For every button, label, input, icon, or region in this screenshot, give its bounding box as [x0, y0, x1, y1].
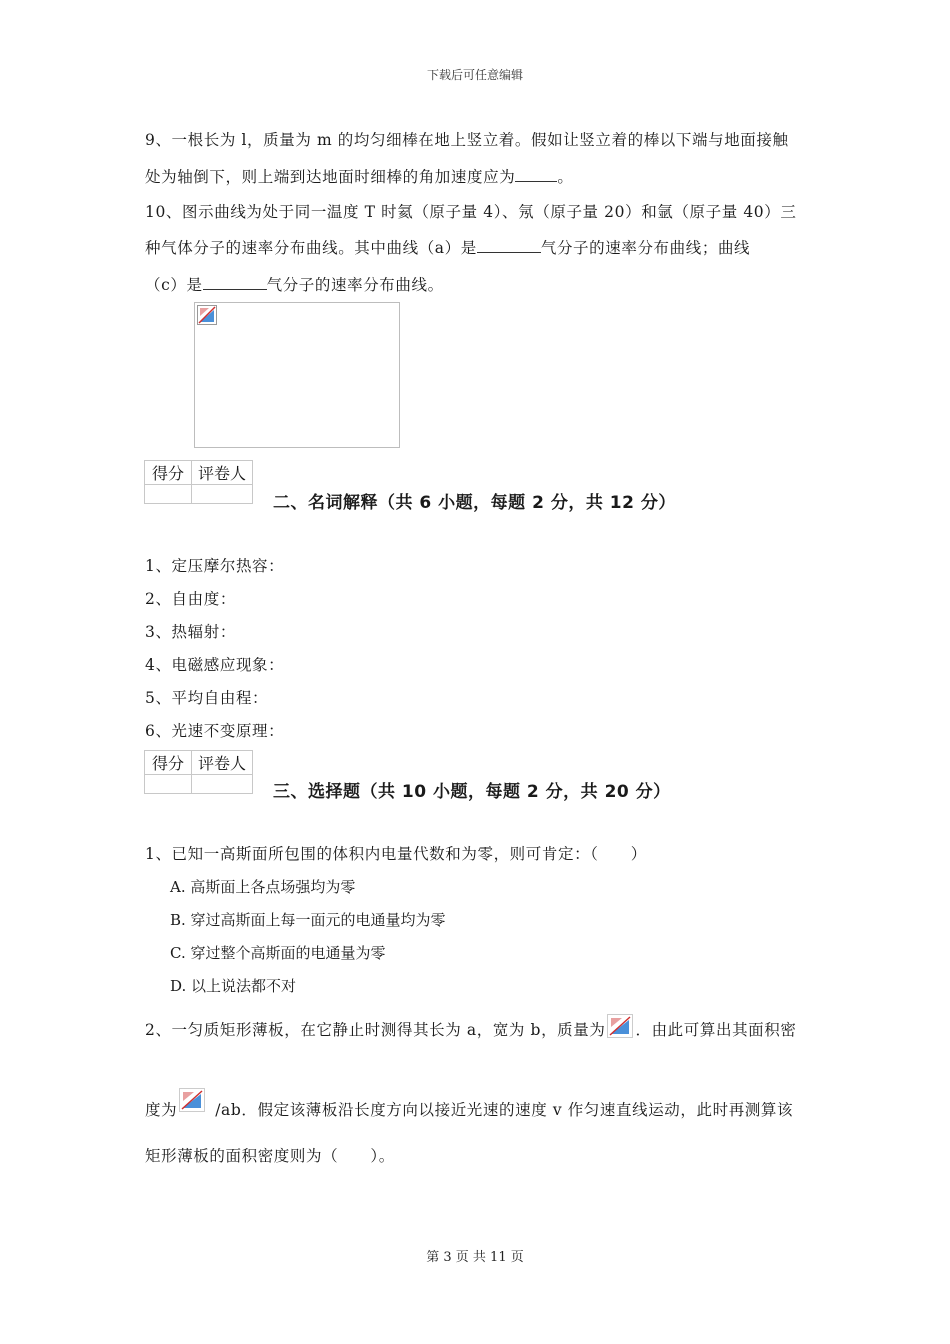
broken-image-icon — [197, 305, 217, 329]
density-formula-image-icon — [179, 1088, 205, 1112]
q9-line2 — [145, 165, 573, 187]
q10-line2 — [145, 236, 750, 258]
score-table-section2 — [144, 460, 253, 504]
section2-title: 二、名词解释（共 6 小题，每题 2 分，共 12 分） — [273, 493, 676, 513]
term-item: 3、热辐射： — [145, 623, 236, 641]
page-footer: 第 3 页 共 11 页 — [426, 1250, 524, 1265]
section3-title: 三、选择题（共 10 小题，每题 2 分，共 20 分） — [273, 782, 671, 802]
mc-q2-line1-end: ．由此可算出其面积密 — [635, 1021, 797, 1039]
q9-answer-blank — [515, 167, 557, 182]
q9-line2-text: 处为轴倒下，则上端到达地面时细棒的角加速度应为 — [145, 168, 516, 186]
q10-line3-text: （c）是 — [145, 276, 203, 294]
term-item: 1、定压摩尔热容： — [145, 557, 285, 575]
grader-cell — [192, 485, 253, 504]
mc-q2-line2-text: 度为 — [145, 1101, 178, 1119]
score-label: 得分 — [145, 461, 192, 485]
mc-q2-line3: 矩形薄板的面积密度则为（ ）。 — [145, 1147, 395, 1165]
q10-line1: 10、图示曲线为处于同一温度 T 时氦（原子量 4）、氖（原子量 20）和氩（原子量 40）三 — [145, 203, 797, 221]
speed-distribution-figure — [194, 302, 400, 448]
q10-blank-c — [203, 275, 267, 290]
mc-q2-line1-text: 2、一匀质矩形薄板，在它静止时测得其长为 a，宽为 b，质量为 — [145, 1021, 606, 1039]
score-cell — [145, 775, 192, 794]
q10-line2-text: 种气体分子的速率分布曲线。其中曲线（a）是 — [145, 239, 477, 257]
q10-blank-a — [477, 238, 541, 253]
page-header: 下载后可任意编辑 — [426, 68, 523, 82]
q9-line1: 9、一根长为 l，质量为 m 的均匀细棒在地上竖立着。假如让竖立着的棒以下端与地面接触 — [145, 131, 789, 149]
term-item: 2、自由度： — [145, 590, 236, 608]
q9-line2-end: 。 — [557, 168, 574, 186]
grader-label: 评卷人 — [192, 751, 253, 775]
mc-q1-stem: 1、已知一高斯面所包围的体积内电量代数和为零，则可肯定：（ ） — [145, 845, 647, 863]
score-table-section3 — [144, 750, 253, 794]
mc-q1-option-b: B. 穿过高斯面上每一面元的电通量均为零 — [170, 911, 446, 929]
mc-q1-option-a: A. 高斯面上各点场强均为零 — [170, 878, 356, 896]
q10-line3 — [145, 273, 444, 295]
mc-q1-option-d: D. 以上说法都不对 — [170, 977, 297, 995]
term-item: 6、光速不变原理： — [145, 722, 285, 740]
mc-q2-line2 — [145, 1088, 793, 1120]
q10-line2-end: 气分子的速率分布曲线；曲线 — [540, 239, 751, 257]
mc-q2-line2-end: /ab．假定该薄板沿长度方向以接近光速的速度 v 作匀速直线运动，此时再测算该 — [215, 1101, 794, 1119]
term-item: 4、电磁感应现象： — [145, 656, 285, 674]
term-item: 5、平均自由程： — [145, 689, 269, 707]
mc-q1-option-c: C. 穿过整个高斯面的电通量为零 — [170, 944, 386, 962]
score-label: 得分 — [145, 751, 192, 775]
score-cell — [145, 485, 192, 504]
mass-formula-image-icon — [607, 1014, 633, 1038]
q10-line3-end: 气分子的速率分布曲线。 — [266, 276, 444, 294]
grader-label: 评卷人 — [192, 461, 253, 485]
grader-cell — [192, 775, 253, 794]
mc-q2-line1 — [145, 1014, 797, 1040]
